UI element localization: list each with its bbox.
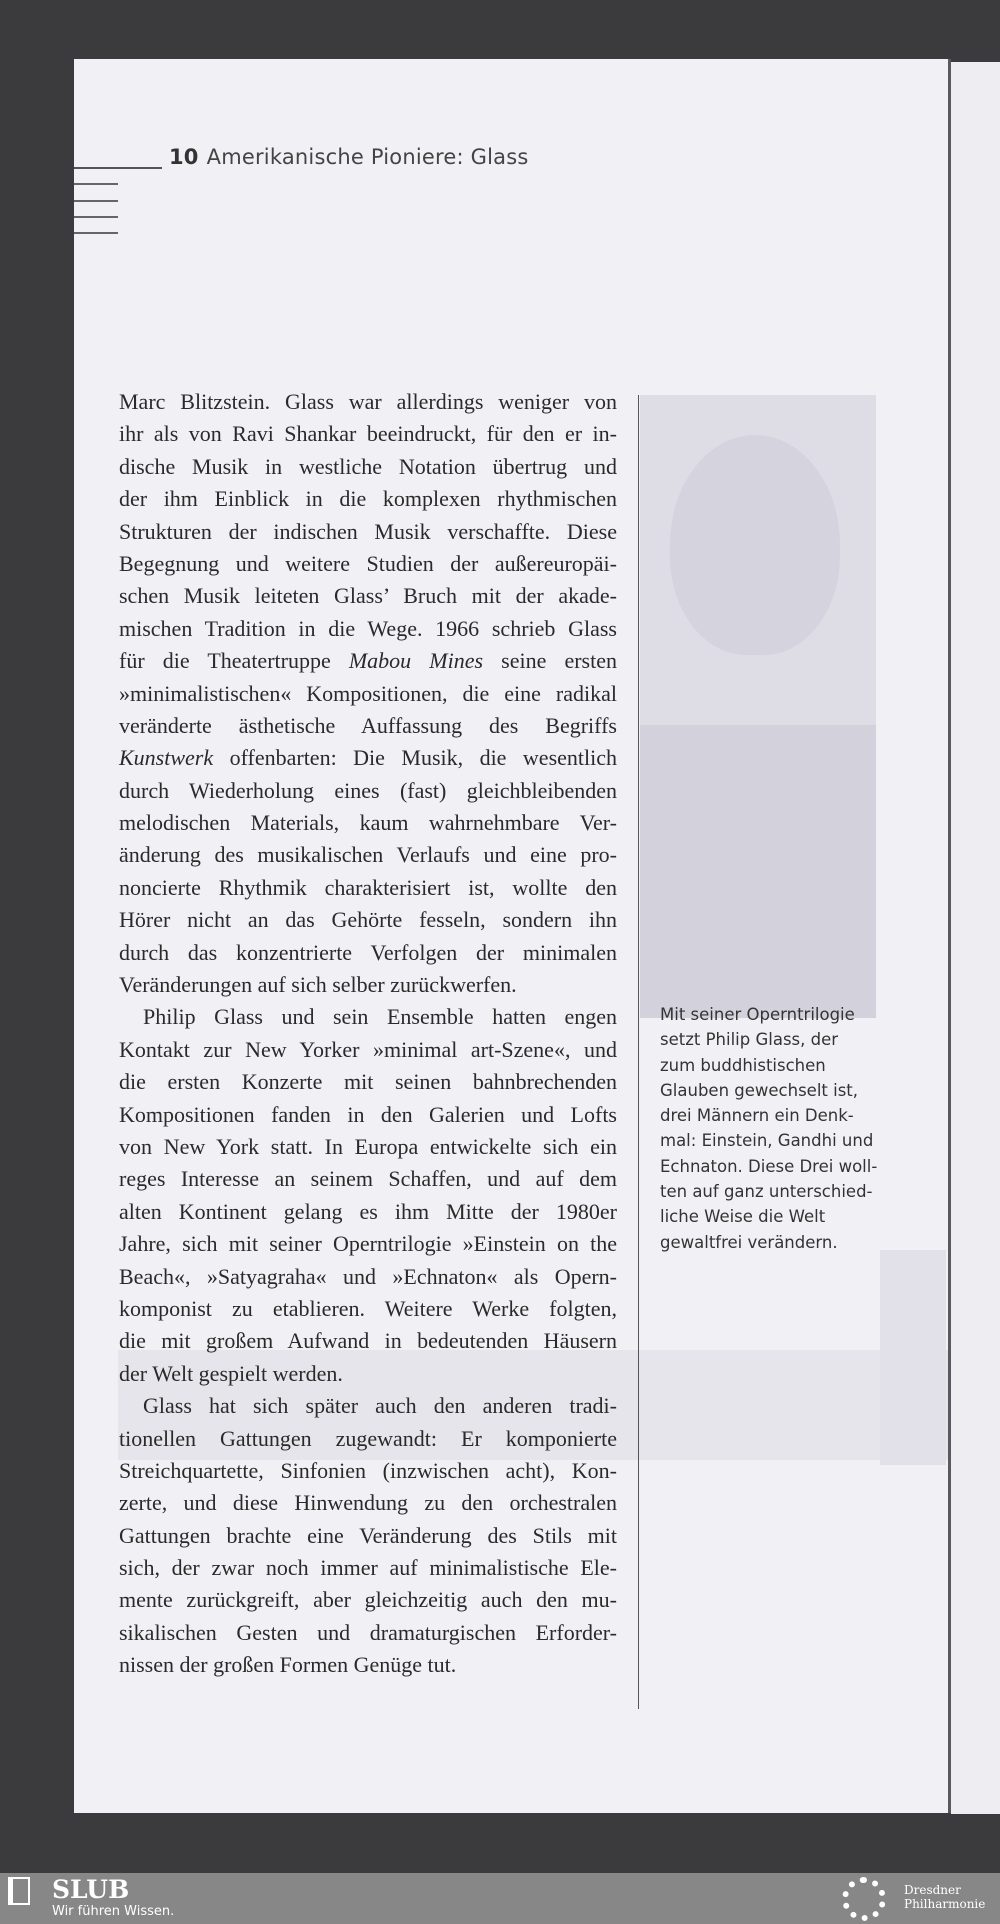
show-through-shade [880,1250,946,1465]
text-line [119,1487,617,1519]
text-line [119,1358,617,1390]
text-segment: für die Theatertruppe [119,648,349,674]
philharmonie-logo-icon [842,1877,886,1921]
text-segment: tionellen Gattungen zugewandt: Er komponierte [119,1425,617,1451]
text-line [119,1196,617,1228]
text-line [119,1649,617,1681]
text-segment: Jahre, sich mit seiner Operntrilogie »Einstein on the [119,1231,617,1257]
body-text [119,386,617,1682]
text-line [119,1520,617,1552]
margin-tick [74,183,118,185]
text-line [119,1034,617,1066]
partner-name-line: Dresdner [904,1883,961,1897]
text-line [119,1293,617,1325]
text-line [119,710,617,742]
partner-name-line: Philharmonie [904,1897,986,1911]
text-segment: durch Wiederholung eines (fast) gleichbleibenden [119,777,617,803]
text-segment: Streichquartette, Sinfonien (inzwischen acht), Kon- [119,1457,617,1483]
section-title: Amerikanische Pioniere: Glass [206,145,529,169]
slub-logo-icon [8,1877,30,1905]
margin-tick [74,200,118,202]
text-segment: melodischen Materials, kaum wahrnehmbare Ver- [119,810,617,836]
text-segment: schen Musik leiteten Glass’ Bruch mit der akade- [119,583,617,609]
text-line [119,775,617,807]
slub-logo-text[interactable]: SLUB [52,1875,130,1904]
page-number: 10 [169,145,199,169]
text-line [119,1261,617,1293]
running-header [169,145,528,169]
text-segment: durch das konzentrierte Verfolgen der minimalen [119,939,617,965]
text-segment: der Welt gespielt werden. [119,1360,343,1386]
text-segment: der ihm Einblick in die komplexen rhythmischen [119,486,617,512]
header-rule [74,167,162,169]
text-segment: Glass hat sich später auch den anderen tradi- [143,1393,617,1419]
text-line [119,678,617,710]
caption-line: gewaltfrei verändern. [660,1232,838,1252]
text-line [119,1163,617,1195]
text-segment: änderung des musikalischen Verlaufs und eine pro- [119,842,617,868]
text-line [119,1552,617,1584]
text-segment: alten Kontinent gelang es ihm Mitte der 1980er [119,1198,617,1224]
text-line [119,580,617,612]
text-line [119,1584,617,1616]
text-segment: seine ersten [483,648,617,674]
text-segment: Kontakt zur New Yorker »minimal art-Szene«, und [119,1036,617,1062]
text-line [119,969,617,1001]
text-line [119,904,617,936]
text-segment: »minimalistischen« Kompositionen, die eine radikal [119,680,617,706]
text-segment: komponist zu etablieren. Weitere Werke folgten, [119,1295,617,1321]
text-segment: Veränderungen auf sich selber zurückwerfen. [119,972,517,998]
caption-line: Mit seiner Operntrilogie [660,1005,855,1024]
text-line [119,386,617,418]
caption-line: Glauben gewechselt ist, [660,1080,859,1100]
italic-term: Kunstwerk [119,745,214,771]
text-line [119,807,617,839]
text-segment: sikalischen Gesten und dramaturgischen Erforder- [119,1619,617,1645]
footer-bar [0,1873,1000,1924]
text-segment: sich, der zwar noch immer auf minimalistische Ele- [119,1555,617,1581]
caption-line: drei Männern ein Denk- [660,1106,854,1126]
text-line [119,1001,617,1033]
text-line [119,872,617,904]
margin-tick [74,216,118,218]
text-segment: Strukturen der indischen Musik verschaffte. Diese [119,518,617,544]
margin-tick [74,232,118,234]
text-segment: mischen Tradition in die Wege. 1966 schrieb Glass [119,615,617,641]
text-segment: Beach«, »Satyagraha« und »Echnaton« als Opern- [119,1263,617,1289]
caption-line: Echnaton. Diese Drei woll- [660,1156,878,1176]
caption-line: zum buddhistischen [660,1055,826,1075]
text-line [119,645,617,677]
text-segment: Hörer nicht an das Gehörte fesseln, sondern ihn [119,907,617,933]
text-segment: von New York statt. In Europa entwickelte sich ein [119,1133,617,1159]
text-line [119,1131,617,1163]
text-line [119,1423,617,1455]
text-line [119,742,617,774]
text-segment: Kompositionen fanden in den Galerien und Lofts [119,1101,617,1127]
text-segment: Philip Glass und sein Ensemble hatten engen [143,1004,617,1030]
text-segment: Gattungen brachte eine Veränderung des Stils mit [119,1522,617,1548]
text-line [119,1617,617,1649]
text-line [119,1325,617,1357]
text-segment: Begegnung und weitere Studien der außereuropäi- [119,550,617,576]
text-line [119,451,617,483]
caption-line: ten auf ganz unterschied- [660,1182,873,1202]
text-segment: die ersten Konzerte mit seinen bahnbrechenden [119,1069,617,1095]
text-segment: Marc Blitzstein. Glass war allerdings weniger von [119,389,617,414]
photo-caption [660,1002,878,1255]
text-segment: noncierte Rhythmik charakterisiert ist, wollte den [119,874,617,900]
text-segment: offenbarten: Die Musik, die wesentlich [213,745,617,771]
text-line [119,418,617,450]
text-line [119,937,617,969]
text-segment: ihr als von Ravi Shankar beeindruckt, für den er in- [119,421,617,447]
text-segment: dische Musik in westliche Notation übertrug und [119,453,617,479]
text-segment: reges Interesse an seinem Schaffen, und auf dem [119,1166,617,1192]
text-segment: nissen der großen Formen Genüge tut. [119,1652,457,1678]
text-line [119,1099,617,1131]
text-line [119,1228,617,1260]
caption-line: liche Weise die Welt [660,1207,826,1227]
slub-tagline: Wir führen Wissen. [52,1904,175,1919]
text-line [119,839,617,871]
next-page-edge [951,62,1000,1814]
text-line [119,613,617,645]
text-segment: mente zurückgreift, aber gleichzeitig auch den mu- [119,1587,617,1613]
philharmonie-logo-text[interactable] [904,1883,985,1911]
text-line [119,516,617,548]
text-line [119,483,617,515]
portrait-photo [640,395,876,1018]
text-line [119,548,617,580]
column-divider [638,395,639,1709]
caption-line: mal: Einstein, Gandhi und [660,1131,874,1151]
text-segment: veränderte ästhetische Auffassung des Begriffs [119,712,617,738]
text-line [119,1066,617,1098]
italic-term: Mabou Mines [348,648,484,674]
text-segment: zerte, und diese Hinwendung zu den orchestralen [119,1490,617,1516]
text-line [119,1455,617,1487]
text-segment: die mit großem Aufwand in bedeutenden Häusern [119,1328,617,1354]
caption-line: setzt Philip Glass, der [660,1030,839,1050]
text-line [119,1390,617,1422]
